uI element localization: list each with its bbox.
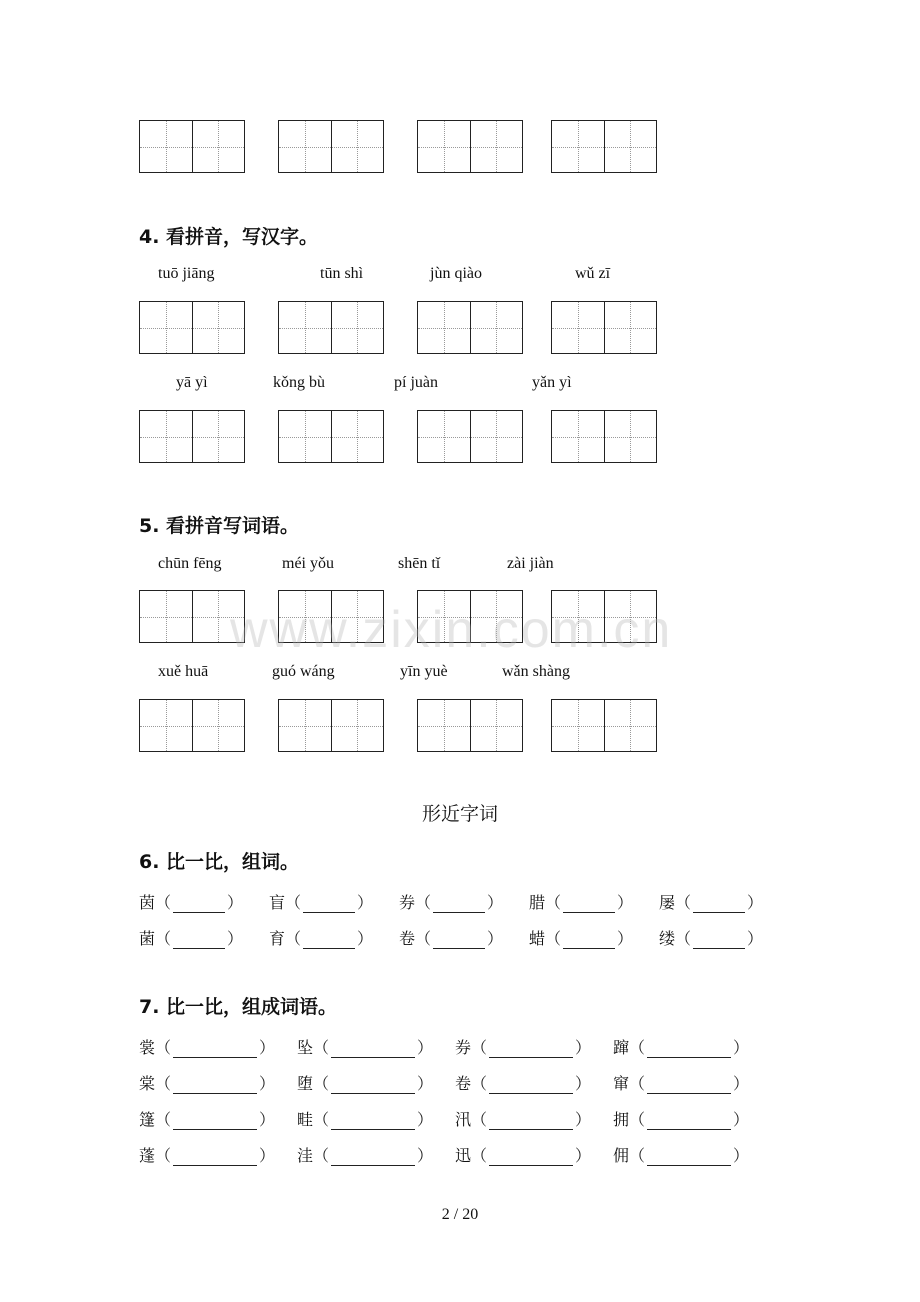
q5-pinyin-2-1: xuě huā xyxy=(158,663,209,680)
section-title: 形近字词 xyxy=(421,803,498,825)
q6-char: 育 xyxy=(269,929,286,948)
q7-blank[interactable] xyxy=(647,1079,731,1094)
q7-char: 蹿 xyxy=(613,1038,630,1057)
q6-char: 券 xyxy=(399,893,416,912)
q7-char: 佣 xyxy=(613,1146,630,1165)
q7-item: 汛（ ） xyxy=(455,1110,592,1129)
q7-item: 洼（ ） xyxy=(297,1146,434,1165)
q6-item: 蜡（ ） xyxy=(529,929,634,948)
q7-item: 蹿（ ） xyxy=(613,1038,750,1057)
q7-item: 裳（ ） xyxy=(139,1038,276,1057)
q7-item: 蓬（ ） xyxy=(139,1146,276,1165)
q7-item: 堕（ ） xyxy=(297,1074,434,1093)
q6-char: 菌 xyxy=(139,929,156,948)
q6-heading: 6. 比一比，组词。 xyxy=(139,851,300,873)
q5-pinyin-2-2: guó wáng xyxy=(272,663,335,680)
q5-pinyin-1-1: chūn fēng xyxy=(158,555,222,572)
q7-char: 迅 xyxy=(455,1146,472,1165)
q7-item: 券（ ） xyxy=(455,1038,592,1057)
writing-box[interactable] xyxy=(551,699,657,752)
q7-char: 汛 xyxy=(455,1110,472,1129)
q6-blank[interactable] xyxy=(303,934,355,949)
writing-box[interactable] xyxy=(551,301,657,354)
q4-pinyin-2-1: yā yì xyxy=(176,374,208,391)
q6-blank[interactable] xyxy=(693,898,745,913)
writing-box[interactable] xyxy=(278,699,384,752)
q7-item: 拥（ ） xyxy=(613,1110,750,1129)
q6-blank[interactable] xyxy=(563,898,615,913)
q7-blank[interactable] xyxy=(331,1079,415,1094)
q7-char: 券 xyxy=(455,1038,472,1057)
q7-blank[interactable] xyxy=(489,1043,573,1058)
q7-char: 篷 xyxy=(139,1110,156,1129)
q4-pinyin-1-2: tūn shì xyxy=(320,265,364,282)
writing-box[interactable] xyxy=(417,120,523,173)
q4-grid-row-2 xyxy=(139,410,659,464)
writing-box[interactable] xyxy=(139,699,245,752)
q7-char: 坠 xyxy=(297,1038,314,1057)
q7-blank[interactable] xyxy=(173,1079,257,1094)
q5-pinyin-1-2: méi yǒu xyxy=(282,555,334,572)
q7-char: 窜 xyxy=(613,1074,630,1093)
q6-item: 茵（ ） xyxy=(139,893,244,912)
writing-box[interactable] xyxy=(417,301,523,354)
q6-char: 卷 xyxy=(399,929,416,948)
q6-char: 蜡 xyxy=(529,929,546,948)
q7-char: 洼 xyxy=(297,1146,314,1165)
q7-char: 棠 xyxy=(139,1074,156,1093)
writing-box[interactable] xyxy=(278,120,384,173)
q4-grid-row-1 xyxy=(139,301,659,355)
q6-char: 屡 xyxy=(659,893,676,912)
q5-grid-row-2 xyxy=(139,699,659,753)
q6-blank[interactable] xyxy=(433,898,485,913)
q7-blank[interactable] xyxy=(489,1115,573,1130)
q6-blank[interactable] xyxy=(173,934,225,949)
q7-char: 卷 xyxy=(455,1074,472,1093)
q4-pinyin-2-4: yǎn yì xyxy=(532,374,572,391)
q7-blank[interactable] xyxy=(173,1151,257,1166)
q7-blank[interactable] xyxy=(647,1043,731,1058)
q5-pinyin-1-4: zài jiàn xyxy=(507,555,554,572)
q7-blank[interactable] xyxy=(331,1151,415,1166)
writing-box[interactable] xyxy=(551,410,657,463)
top-grid-row xyxy=(139,120,659,174)
q4-pinyin-2-2: kǒng bù xyxy=(273,374,325,391)
q6-item: 券（ ） xyxy=(399,893,504,912)
q7-blank[interactable] xyxy=(331,1115,415,1130)
q7-blank[interactable] xyxy=(489,1151,573,1166)
q7-item: 卷（ ） xyxy=(455,1074,592,1093)
q7-char: 堕 xyxy=(297,1074,314,1093)
q6-char: 茵 xyxy=(139,893,156,912)
q7-item: 篷（ ） xyxy=(139,1110,276,1129)
writing-box[interactable] xyxy=(417,699,523,752)
q4-pinyin-1-1: tuō jiāng xyxy=(158,265,215,282)
q6-item: 腊（ ） xyxy=(529,893,634,912)
q5-heading: 5. 看拼音写词语。 xyxy=(139,515,300,537)
q7-item: 迅（ ） xyxy=(455,1146,592,1165)
q6-item: 育（ ） xyxy=(269,929,374,948)
q7-item: 坠（ ） xyxy=(297,1038,434,1057)
q6-blank[interactable] xyxy=(563,934,615,949)
watermark: www.zixin.com.cn xyxy=(230,601,673,659)
writing-box[interactable] xyxy=(139,120,245,173)
q7-char: 裳 xyxy=(139,1038,156,1057)
q5-pinyin-2-4: wǎn shàng xyxy=(502,663,570,680)
q5-pinyin-1-3: shēn tǐ xyxy=(398,555,441,572)
q6-char: 腊 xyxy=(529,893,546,912)
writing-box[interactable] xyxy=(278,301,384,354)
writing-box[interactable] xyxy=(278,410,384,463)
q7-blank[interactable] xyxy=(173,1115,257,1130)
q6-char: 盲 xyxy=(269,893,286,912)
q4-pinyin-1-4: wǔ zī xyxy=(575,265,611,282)
q6-blank[interactable] xyxy=(693,934,745,949)
writing-box[interactable] xyxy=(417,410,523,463)
q7-blank[interactable] xyxy=(647,1151,731,1166)
q5-pinyin-2-3: yīn yuè xyxy=(400,663,448,680)
q4-heading: 4. 看拼音，写汉字。 xyxy=(139,226,319,248)
q4-pinyin-1-3: jùn qiào xyxy=(430,265,482,282)
q7-blank[interactable] xyxy=(173,1043,257,1058)
q6-blank[interactable] xyxy=(303,898,355,913)
q6-item: 盲（ ） xyxy=(269,893,374,912)
q7-blank[interactable] xyxy=(647,1115,731,1130)
q7-char: 蓬 xyxy=(139,1146,156,1165)
q7-blank[interactable] xyxy=(331,1043,415,1058)
q6-item: 缕（ ） xyxy=(659,929,764,948)
writing-box[interactable] xyxy=(139,301,245,354)
q6-char: 缕 xyxy=(659,929,676,948)
q6-item: 卷（ ） xyxy=(399,929,504,948)
page-number: 2 / 20 xyxy=(441,1206,479,1223)
q6-item: 菌（ ） xyxy=(139,929,244,948)
q6-blank[interactable] xyxy=(433,934,485,949)
q4-pinyin-2-3: pí juàn xyxy=(394,374,438,391)
writing-box[interactable] xyxy=(139,410,245,463)
q6-item: 屡（ ） xyxy=(659,893,764,912)
q7-item: 窜（ ） xyxy=(613,1074,750,1093)
q7-item: 畦（ ） xyxy=(297,1110,434,1129)
writing-box[interactable] xyxy=(551,120,657,173)
q7-item: 棠（ ） xyxy=(139,1074,276,1093)
q7-char: 拥 xyxy=(613,1110,630,1129)
q7-heading: 7. 比一比，组成词语。 xyxy=(139,996,338,1018)
q6-blank[interactable] xyxy=(173,898,225,913)
q7-blank[interactable] xyxy=(489,1079,573,1094)
q7-char: 畦 xyxy=(297,1110,314,1129)
q7-item: 佣（ ） xyxy=(613,1146,750,1165)
